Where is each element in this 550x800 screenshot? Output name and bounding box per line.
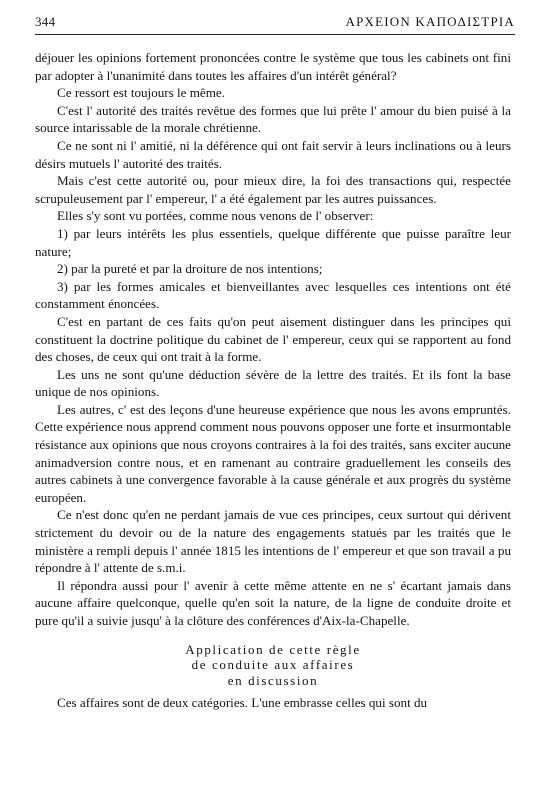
paragraph: Ces affaires sont de deux catégories. L'une embrasse celles qui sont du (57, 695, 428, 711)
paragraph: Ce ressort est toujours le même. (57, 85, 226, 101)
list-item: 2) par la pureté et par la droiture de nos intentions; (57, 261, 323, 277)
paragraph: Elles s'y sont vu portées, comme nous venons de l' observer: (57, 208, 374, 224)
list-item: 1) par leurs intérêts les plus essentiels, quelque différente que puisse paraître leur nature; (35, 225, 511, 259)
paragraph: C'est en partant de ces faits qu'on peut aisement distinguer dans les principes qui constituent la doctrine politique du cabinet de l' empereur, ceux qui se rapportent au fond des choses, de ceux qui ont trait à la forme. (35, 313, 511, 365)
paragraph: Ce n'est donc qu'en ne perdant jamais de vue ces principes, ceux surtout qui dérivent strictement du devoir ou de la nature des engagements statués par les traités que le ministère a rempli depuis l' année 1815 les intentions de l' empereur et que son travail a pu répondre à l' attente de s.m.i. (35, 507, 511, 576)
section-heading-line: Application de cette règle (185, 641, 361, 657)
section-heading (35, 642, 511, 689)
paragraph: déjouer les opinions fortement prononcées contre le système que tous les cabinets ont fini par adopter à l'unanimité dans toutes les affaires d'un intérêt général? (35, 50, 511, 83)
section-heading-line: en discussion (227, 672, 319, 688)
paragraph: Mais c'est cette autorité ou, pour mieux dire, la foi des transactions qui, respectée scrupuleusement par l' empereur, l' a été également par les autres puissances. (35, 173, 511, 206)
page-number: 344 (35, 14, 56, 29)
list-item: 3) par les formes amicales et bienveillantes avec lesquelles ces intentions ont été constamment énoncées. (35, 278, 511, 312)
body-text (35, 49, 511, 712)
paragraph: Il répondra aussi pour l' avenir à cette même attente en ne s' écartant jamais dans aucune affaire quelconque, quelle qu'en soit la nature, de la ligne de conduite droite et pure qu'il a suivie jusqu' à la clôture des conférences d'Aix-la-Chapelle. (35, 577, 511, 628)
paragraph: Les uns ne sont qu'une déduction sévère de la lettre des traités. Et ils font la base unique de nos opinions. (35, 366, 511, 400)
running-title: ΑΡΧΕΙΟΝ ΚΑΠΟΔΙΣΤΡΙΑ (345, 14, 515, 29)
paragraph: Les autres, c' est des leçons d'une heureuse expérience que nous les avons empruntés. Cette expérience nous apprend comment nous pouvons opposer une forte et insurmontable résistance aux opinions que nous croyons contraires à la foi des traités, sans exciter aucune animadversion contre nous, et en ramenant au contraire graduellement les conseils des autres cabinets à une convergence favorable à la cause générale et aux progrès du système européen. (35, 401, 511, 505)
page-header (35, 12, 515, 35)
section-heading-line: de conduite aux affaires (191, 657, 355, 673)
paragraph: C'est l' autorité des traités revêtue des formes que lui prête l' amour du bien puisé à la source intarissable de la morale chrétienne. (35, 102, 511, 136)
paragraph: Ce ne sont ni l' amitié, ni la déférence qui ont fait servir à leurs inclinations ou à leurs désirs mutuels l' autorité des traités. (35, 137, 511, 171)
